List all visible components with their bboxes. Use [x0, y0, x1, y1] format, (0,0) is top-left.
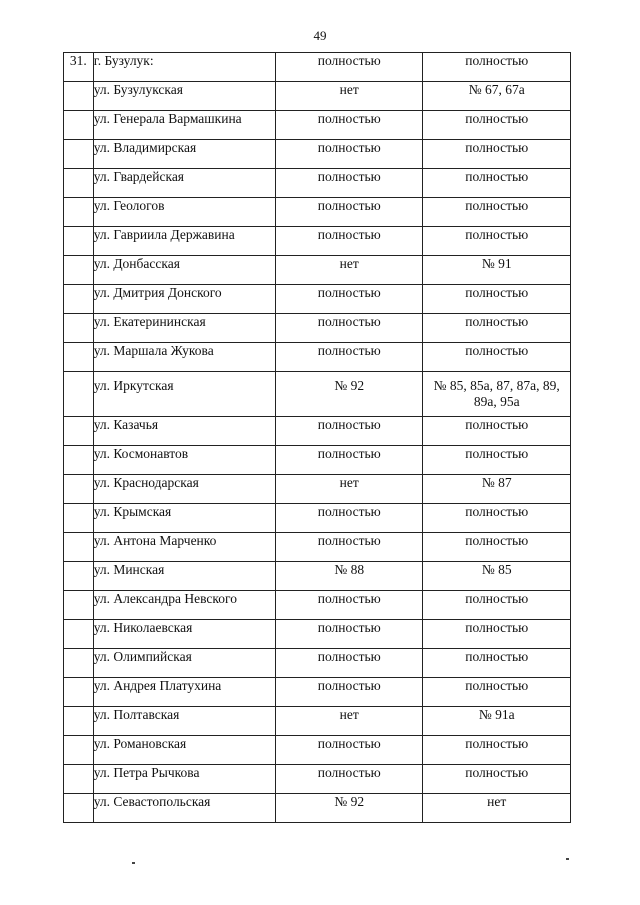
- table-row: [64, 53, 571, 82]
- row-number-cell: [64, 140, 94, 169]
- odd-houses-cell: полностью: [423, 446, 571, 475]
- row-number-cell: [64, 649, 94, 678]
- row-number-cell: [64, 417, 94, 446]
- street-name-cell: ул. Гвардейская: [93, 169, 275, 198]
- row-number-cell: 31.: [64, 53, 94, 82]
- odd-houses-cell: № 67, 67а: [423, 82, 571, 111]
- row-number-cell: [64, 314, 94, 343]
- row-number-cell: [64, 533, 94, 562]
- row-number-cell: [64, 372, 94, 417]
- street-name-cell: г. Бузулук:: [93, 53, 275, 82]
- table-row: [64, 111, 571, 140]
- table-row: [64, 533, 571, 562]
- odd-houses-cell: полностью: [423, 678, 571, 707]
- street-name-cell: ул. Краснодарская: [93, 475, 275, 504]
- street-name-cell: ул. Севастопольская: [93, 794, 275, 823]
- street-name-cell: ул. Геологов: [93, 198, 275, 227]
- even-houses-cell: полностью: [276, 343, 423, 372]
- even-houses-cell: полностью: [276, 649, 423, 678]
- page-number: 49: [313, 28, 327, 43]
- odd-houses-cell: полностью: [423, 620, 571, 649]
- table-row: [64, 649, 571, 678]
- street-name-cell: ул. Казачья: [93, 417, 275, 446]
- street-name-cell: ул. Генерала Вармашкина: [93, 111, 275, 140]
- row-number-cell: [64, 446, 94, 475]
- odd-houses-cell: полностью: [423, 343, 571, 372]
- street-name-cell: ул. Николаевская: [93, 620, 275, 649]
- table-row: [64, 736, 571, 765]
- row-number-cell: [64, 475, 94, 504]
- even-houses-cell: полностью: [276, 678, 423, 707]
- odd-houses-cell: № 85, 85а, 87, 87а, 89, 89а, 95а: [423, 372, 571, 417]
- row-number-cell: [64, 707, 94, 736]
- table-row: [64, 372, 571, 417]
- row-number-cell: [64, 111, 94, 140]
- odd-houses-cell: полностью: [423, 285, 571, 314]
- row-number-cell: [64, 678, 94, 707]
- odd-houses-cell: нет: [423, 794, 571, 823]
- street-name-cell: ул. Космонавтов: [93, 446, 275, 475]
- table-row: [64, 82, 571, 111]
- even-houses-cell: полностью: [276, 169, 423, 198]
- odd-houses-cell: № 87: [423, 475, 571, 504]
- odd-houses-cell: полностью: [423, 198, 571, 227]
- scan-speck: [566, 858, 569, 860]
- odd-houses-cell: полностью: [423, 533, 571, 562]
- odd-houses-cell: полностью: [423, 314, 571, 343]
- street-name-cell: ул. Полтавская: [93, 707, 275, 736]
- even-houses-cell: полностью: [276, 533, 423, 562]
- even-houses-cell: полностью: [276, 198, 423, 227]
- even-houses-cell: нет: [276, 707, 423, 736]
- even-houses-cell: полностью: [276, 53, 423, 82]
- even-houses-cell: № 92: [276, 794, 423, 823]
- table-row: [64, 256, 571, 285]
- table-row: [64, 314, 571, 343]
- street-name-cell: ул. Антона Марченко: [93, 533, 275, 562]
- street-name-cell: ул. Бузулукская: [93, 82, 275, 111]
- even-houses-cell: полностью: [276, 446, 423, 475]
- odd-houses-cell: полностью: [423, 111, 571, 140]
- even-houses-cell: нет: [276, 82, 423, 111]
- even-houses-cell: полностью: [276, 285, 423, 314]
- odd-houses-cell: № 91а: [423, 707, 571, 736]
- odd-houses-cell: полностью: [423, 417, 571, 446]
- row-number-cell: [64, 591, 94, 620]
- row-number-cell: [64, 198, 94, 227]
- even-houses-cell: полностью: [276, 314, 423, 343]
- table-row: [64, 169, 571, 198]
- table-row: [64, 198, 571, 227]
- odd-houses-cell: полностью: [423, 504, 571, 533]
- table-row: [64, 794, 571, 823]
- street-name-cell: ул. Александра Невского: [93, 591, 275, 620]
- odd-houses-cell: полностью: [423, 227, 571, 256]
- street-name-cell: ул. Андрея Платухина: [93, 678, 275, 707]
- street-name-cell: ул. Донбасская: [93, 256, 275, 285]
- table-row: [64, 475, 571, 504]
- street-name-cell: ул. Романовская: [93, 736, 275, 765]
- street-name-cell: ул. Екатерининская: [93, 314, 275, 343]
- address-table: [63, 52, 571, 823]
- even-houses-cell: полностью: [276, 111, 423, 140]
- table-row: [64, 446, 571, 475]
- even-houses-cell: полностью: [276, 417, 423, 446]
- street-name-cell: ул. Крымская: [93, 504, 275, 533]
- row-number-cell: [64, 765, 94, 794]
- table-row: [64, 678, 571, 707]
- street-name-cell: ул. Дмитрия Донского: [93, 285, 275, 314]
- row-number-cell: [64, 736, 94, 765]
- table-row: [64, 417, 571, 446]
- even-houses-cell: полностью: [276, 227, 423, 256]
- table-row: [64, 707, 571, 736]
- even-houses-cell: нет: [276, 256, 423, 285]
- table-row: [64, 591, 571, 620]
- street-name-cell: ул. Гавриила Державина: [93, 227, 275, 256]
- row-number-cell: [64, 285, 94, 314]
- table-row: [64, 285, 571, 314]
- even-houses-cell: полностью: [276, 620, 423, 649]
- row-number-cell: [64, 504, 94, 533]
- odd-houses-cell: полностью: [423, 765, 571, 794]
- street-name-cell: ул. Минская: [93, 562, 275, 591]
- even-houses-cell: полностью: [276, 591, 423, 620]
- row-number-cell: [64, 620, 94, 649]
- row-number-cell: [64, 256, 94, 285]
- row-number-cell: [64, 562, 94, 591]
- street-name-cell: ул. Владимирская: [93, 140, 275, 169]
- table-row: [64, 227, 571, 256]
- street-name-cell: ул. Петра Рычкова: [93, 765, 275, 794]
- row-number-cell: [64, 82, 94, 111]
- even-houses-cell: № 88: [276, 562, 423, 591]
- street-name-cell: ул. Маршала Жукова: [93, 343, 275, 372]
- row-number-cell: [64, 343, 94, 372]
- row-number-cell: [64, 794, 94, 823]
- odd-houses-cell: полностью: [423, 736, 571, 765]
- even-houses-cell: нет: [276, 475, 423, 504]
- odd-houses-cell: полностью: [423, 140, 571, 169]
- even-houses-cell: полностью: [276, 765, 423, 794]
- street-name-cell: ул. Иркутская: [93, 372, 275, 417]
- table-row: [64, 765, 571, 794]
- table-row: [64, 620, 571, 649]
- even-houses-cell: полностью: [276, 504, 423, 533]
- street-name-cell: ул. Олимпийская: [93, 649, 275, 678]
- scan-speck: [132, 862, 135, 864]
- address-table-body: [64, 53, 571, 823]
- odd-houses-cell: полностью: [423, 591, 571, 620]
- row-number-cell: [64, 227, 94, 256]
- odd-houses-cell: полностью: [423, 169, 571, 198]
- row-number-cell: [64, 169, 94, 198]
- table-row: [64, 562, 571, 591]
- table-row: [64, 140, 571, 169]
- odd-houses-cell: № 91: [423, 256, 571, 285]
- even-houses-cell: полностью: [276, 140, 423, 169]
- odd-houses-cell: № 85: [423, 562, 571, 591]
- even-houses-cell: полностью: [276, 736, 423, 765]
- odd-houses-cell: полностью: [423, 53, 571, 82]
- odd-houses-cell: полностью: [423, 649, 571, 678]
- table-row: [64, 504, 571, 533]
- even-houses-cell: № 92: [276, 372, 423, 417]
- table-row: [64, 343, 571, 372]
